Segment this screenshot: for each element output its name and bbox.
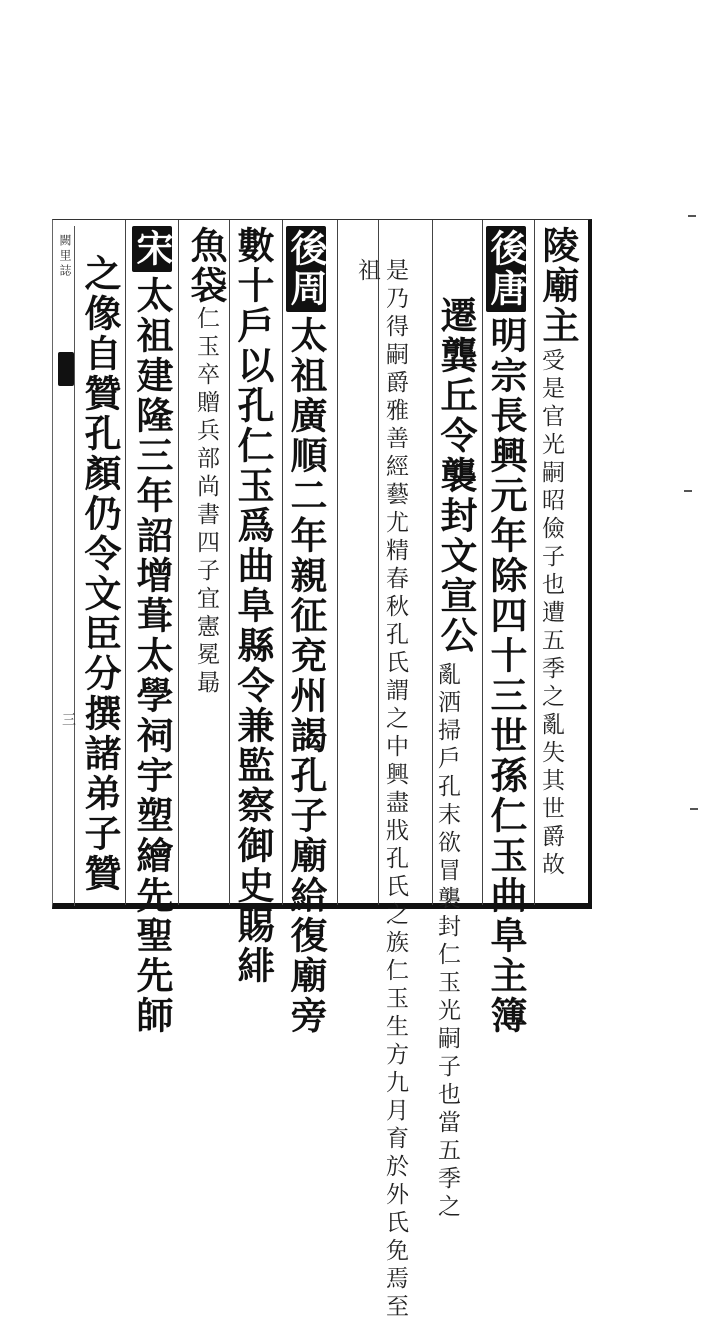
main-text: 明宗長興元年除四十三世孫仁玉曲阜主簿 [484,316,528,1036]
main-text: 魚袋 [184,226,228,306]
column-rule [282,220,283,905]
main-text: 數十戶以孔仁玉爲曲阜縣令兼監察御史賜緋 [231,226,275,986]
annotation-line: 亂洒掃戶孔末欲冒襲封 [434,662,460,942]
margin-title: 闕里誌 [58,234,72,279]
fish-tail-mark [58,352,74,386]
dynasty-seal: 宋 [132,226,172,272]
text-column-5 [354,258,380,286]
column-rule [125,220,126,905]
dynasty-seal: 後周 [286,226,326,312]
dynasty-seal: 後唐 [486,226,526,312]
column-rule [432,220,433,905]
annotation-block-3 [434,662,460,1222]
column-rule [482,220,483,905]
column-rule [229,220,230,905]
text-column-1 [538,226,578,346]
text-column-2 [486,226,526,1036]
annotation-line: 仁玉光嗣子也當五季之 [434,942,460,1222]
heading-text: 陵廟主 [536,226,580,346]
leaf-number: 三 [60,712,76,726]
annotation-line: 光嗣昭儉子也遭五季之亂失其世爵故 [538,432,564,880]
annotation-line: 盡戕孔氏之族仁玉生方九月育於外氏免焉至 [382,790,408,1322]
annotation-line: 祖 [354,258,380,286]
main-text: 太祖廣順二年親征兗州謁孔子廟給復廟旁 [284,316,328,1036]
text-column-3 [436,296,476,656]
text-column-10 [80,254,120,894]
fish-tail-margin [54,226,75,906]
column-rule [337,220,338,905]
main-text: 遷龔丘令襲封文宣公 [434,296,478,656]
main-text: 太祖建隆三年詔增葺太學祠宇塑繪先聖先師 [130,276,174,1036]
text-column-7 [233,226,273,986]
annotation-block-4 [382,258,408,1322]
text-column-6 [286,226,326,1036]
column-rule [534,220,535,905]
annotation-block-1 [538,348,564,880]
column-rule [378,220,379,905]
text-column-9 [132,226,172,1036]
column-rule [178,220,179,905]
annotation-line: 受是官 [538,348,564,432]
annotation-line: 是乃得嗣爵雅善經藝尤精春秋孔氏謂之中興 [382,258,408,790]
scan-speck [690,808,698,810]
annotation-line: 仁玉卒贈兵部尚書四子宜憲冕朂 [193,306,219,698]
main-text: 之像自贊孔顏仍令文臣分撰諸弟子贊 [78,254,122,894]
scan-speck [684,490,692,492]
scan-speck [688,215,696,217]
text-column-8 [186,226,226,698]
